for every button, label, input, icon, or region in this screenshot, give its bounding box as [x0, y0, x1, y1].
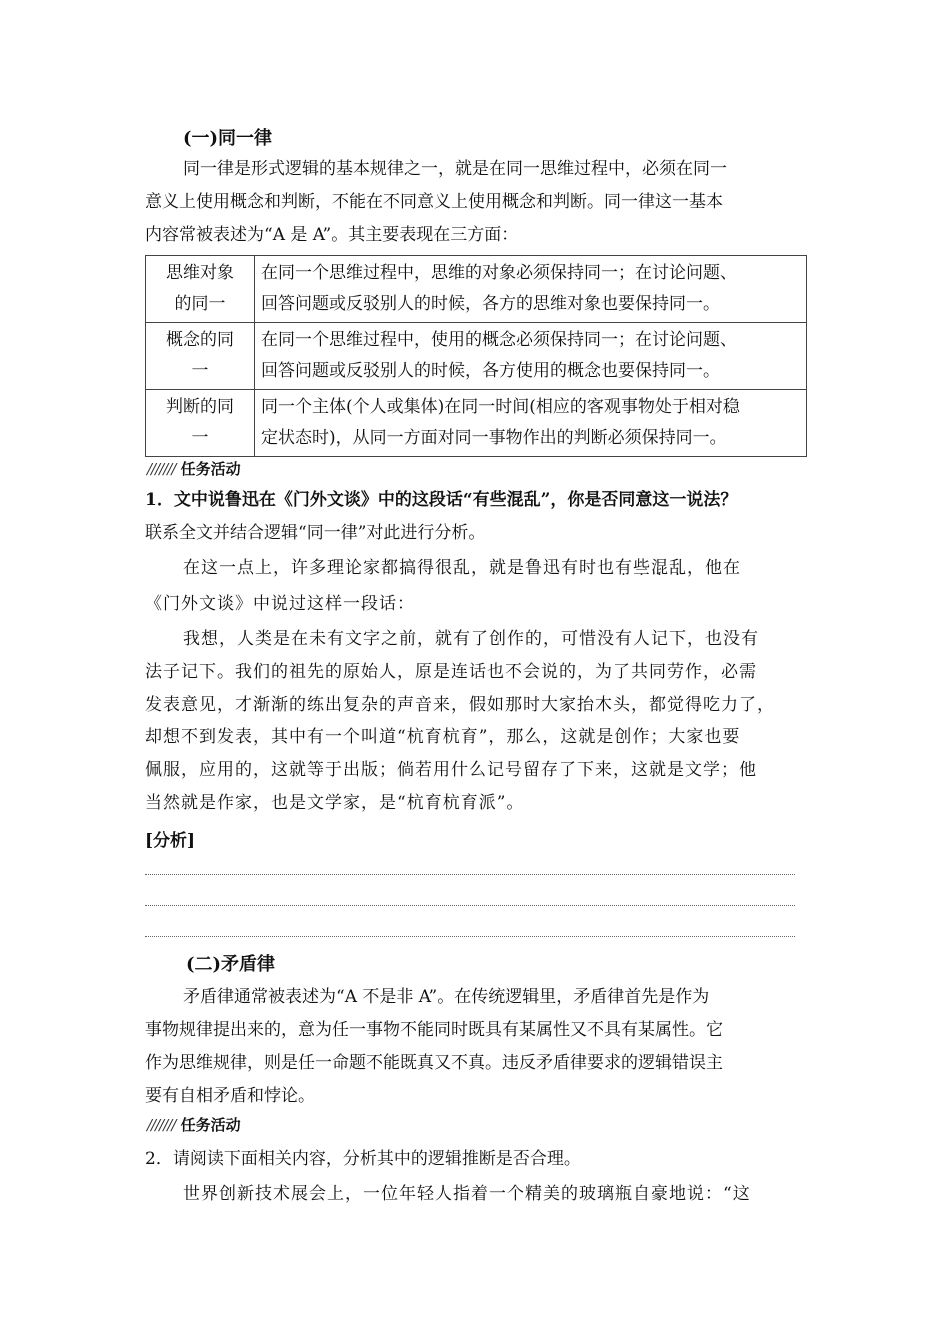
task-marker: /////// [147, 460, 176, 478]
quote-line: 发表意见，才渐渐的练出复杂的声音来，假如那时大家抬木头，都觉得吃力了， [145, 695, 775, 715]
paragraph-line: 事物规律提出来的，意为任一事物不能同时既具有某属性又不具有某属性。它 [145, 1020, 723, 1040]
paragraph-line: 同一律是形式逻辑的基本规律之一，就是在同一思维过程中，必须在同一 [183, 159, 727, 179]
question-line: 1．文中说鲁迅在《门外文谈》中的这段话“有些混乱”，你是否同意这一说法？ [145, 490, 738, 510]
quote-intro-line: 《门外文谈》中说过这样一段话： [145, 594, 415, 614]
row-desc-cell: 同一个主体(个人或集体)在同一时间(相应的客观事物处于相对稳 定状态时)，从同一方面对同一事物作出的判断必须保持同一。 [255, 390, 807, 457]
paragraph-line: 意义上使用概念和判断，不能在不同意义上使用概念和判断。同一律这一基本 [145, 192, 723, 212]
identity-law-table [145, 255, 807, 457]
section-title-identity: (一)同一律 [183, 128, 273, 149]
paragraph-line: 内容常被表述为“A 是 A”。其主要表现在三方面： [145, 225, 519, 245]
row-desc-cell: 在同一个思维过程中，思维的对象必须保持同一；在讨论问题、 回答问题或反驳别人的时候，各方的思维对象也要保持同一。 [255, 256, 807, 323]
paragraph-line: 要有自相矛盾和悖论。 [145, 1086, 315, 1106]
table-row [146, 390, 807, 457]
quote-line: 当然就是作家，也是文学家，是“杭育杭育派”。 [145, 793, 525, 813]
quote-line: 却想不到发表，其中有一个叫道“杭育杭育”，那么，这就是创作；大家也要 [145, 727, 741, 747]
analysis-label: [分析] [145, 831, 196, 851]
task-activity-header [147, 458, 241, 479]
task-marker: /////// [147, 1116, 176, 1134]
emphasis-dotted: 有些混乱 [615, 558, 687, 578]
answer-line[interactable] [145, 874, 795, 875]
task-activity-header [147, 1114, 241, 1135]
quote-line: 佩服，应用的，这就等于出版；倘若用什么记号留存了下来，这就是文学；他 [145, 760, 757, 780]
table-row [146, 323, 807, 390]
table-row [146, 256, 807, 323]
task-label: 任务活动 [180, 1116, 241, 1134]
answer-line[interactable] [145, 936, 795, 937]
question-line: 联系全文并结合逻辑“同一律”对此进行分析。 [145, 523, 486, 543]
quote-line: 世界创新技术展会上，一位年轻人指着一个精美的玻璃瓶自豪地说：“这 [183, 1184, 751, 1204]
row-name-cell: 概念的同 一 [146, 323, 255, 390]
section-title-contradiction: (二)矛盾律 [186, 954, 276, 975]
quote-intro-line: 在这一点上，许多理论家都搞得很乱，就是鲁迅有时也有些混乱，他在 [183, 558, 741, 578]
question-line: 2．请阅读下面相关内容，分析其中的逻辑推断是否合理。 [145, 1149, 581, 1169]
paragraph-line: 作为思维规律，则是任一命题不能既真又不真。违反矛盾律要求的逻辑错误主 [145, 1053, 723, 1073]
row-desc-cell: 在同一个思维过程中，使用的概念必须保持同一；在讨论问题、 回答问题或反驳别人的时候，各方使用的概念也要保持同一。 [255, 323, 807, 390]
answer-line[interactable] [145, 905, 795, 906]
row-name-cell: 思维对象 的同一 [146, 256, 255, 323]
quote-line: 我想，人类是在未有文字之前，就有了创作的，可惜没有人记下，也没有 [183, 629, 759, 649]
task-label: 任务活动 [180, 460, 241, 478]
paragraph-line: 矛盾律通常被表述为“A 不是非 A”。在传统逻辑里，矛盾律首先是作为 [183, 987, 710, 1007]
row-name-cell: 判断的同 一 [146, 390, 255, 457]
quote-line: 法子记下。我们的祖先的原始人，原是连话也不会说的，为了共同劳作，必需 [145, 662, 757, 682]
